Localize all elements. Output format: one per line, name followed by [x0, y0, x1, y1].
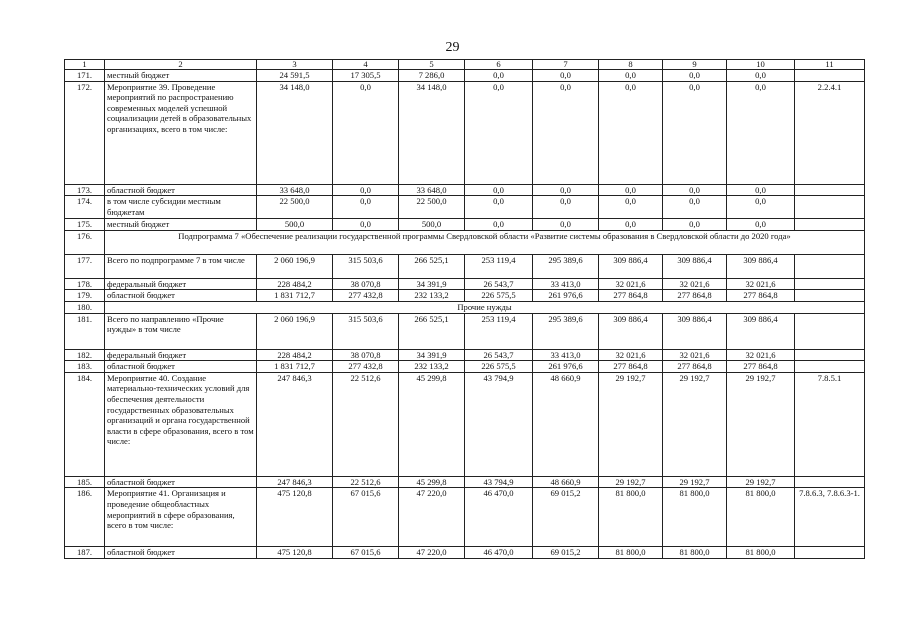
value-cell: 69 015,2	[533, 547, 599, 559]
value-cell: 0,0	[465, 196, 533, 219]
value-cell: 0,0	[333, 219, 399, 231]
value-cell: 475 120,8	[257, 547, 333, 559]
value-cell: 0,0	[333, 196, 399, 219]
table-row	[65, 361, 865, 373]
value-cell: 0,0	[465, 70, 533, 82]
value-cell: 277 864,8	[599, 290, 663, 302]
value-cell: 0,0	[727, 196, 795, 219]
value-cell: 277 864,8	[599, 361, 663, 373]
value-cell: 228 484,2	[257, 278, 333, 290]
value-cell: 33 413,0	[533, 278, 599, 290]
table-row	[65, 372, 865, 476]
row-number: 183.	[65, 361, 105, 373]
value-cell: 29 192,7	[599, 372, 663, 476]
row-name: областной бюджет	[105, 361, 257, 373]
row-number: 177.	[65, 254, 105, 278]
value-cell: 34 391,9	[399, 278, 465, 290]
value-cell: 0,0	[333, 184, 399, 196]
value-cell: 32 021,6	[599, 349, 663, 361]
value-cell: 47 220,0	[399, 488, 465, 547]
row-number: 175.	[65, 219, 105, 231]
value-cell: 0,0	[599, 184, 663, 196]
value-cell: 38 070,8	[333, 349, 399, 361]
value-cell: 46 470,0	[465, 488, 533, 547]
value-cell: 247 846,3	[257, 372, 333, 476]
value-cell: 0,0	[533, 219, 599, 231]
row-name: в том числе субсидии местным бюджетам	[105, 196, 257, 219]
value-cell: 29 192,7	[663, 476, 727, 488]
value-cell: 43 794,9	[465, 372, 533, 476]
budget-table	[64, 59, 865, 559]
value-cell: 309 886,4	[663, 254, 727, 278]
row-name: местный бюджет	[105, 219, 257, 231]
table-row	[65, 278, 865, 290]
value-cell: 0,0	[599, 81, 663, 184]
table-row	[65, 196, 865, 219]
value-cell: 0,0	[663, 219, 727, 231]
value-cell: 7 286,0	[399, 70, 465, 82]
table-row	[65, 476, 865, 488]
table-row	[65, 349, 865, 361]
value-cell: 0,0	[727, 184, 795, 196]
value-cell: 0,0	[533, 196, 599, 219]
target-ref	[795, 184, 865, 196]
table-row	[65, 313, 865, 349]
value-cell: 67 015,6	[333, 488, 399, 547]
table-header-row	[65, 60, 865, 70]
value-cell: 22 500,0	[399, 196, 465, 219]
target-ref	[795, 196, 865, 219]
value-cell: 315 503,6	[333, 254, 399, 278]
value-cell: 32 021,6	[663, 349, 727, 361]
value-cell: 17 305,5	[333, 70, 399, 82]
value-cell: 81 800,0	[599, 547, 663, 559]
value-cell: 2 060 196,9	[257, 313, 333, 349]
value-cell: 0,0	[465, 219, 533, 231]
value-cell: 277 864,8	[727, 361, 795, 373]
value-cell: 33 413,0	[533, 349, 599, 361]
column-header: 8	[599, 60, 663, 70]
value-cell: 0,0	[663, 70, 727, 82]
value-cell: 253 119,4	[465, 313, 533, 349]
row-name: Мероприятие 40. Создание материально-технических условий для обеспечения деятельности государственных образовательных организаций и органа государственной власти в сфере образования, всего в том числе:	[105, 372, 257, 476]
row-number: 185.	[65, 476, 105, 488]
column-header: 3	[257, 60, 333, 70]
value-cell: 277 432,8	[333, 361, 399, 373]
value-cell: 295 389,6	[533, 254, 599, 278]
row-number: 171.	[65, 70, 105, 82]
column-header: 4	[333, 60, 399, 70]
row-name: областной бюджет	[105, 547, 257, 559]
target-ref	[795, 349, 865, 361]
value-cell: 46 470,0	[465, 547, 533, 559]
row-name: федеральный бюджет	[105, 349, 257, 361]
table-row	[65, 488, 865, 547]
value-cell: 33 648,0	[399, 184, 465, 196]
value-cell: 266 525,1	[399, 254, 465, 278]
value-cell: 34 148,0	[399, 81, 465, 184]
row-name: областной бюджет	[105, 184, 257, 196]
value-cell: 47 220,0	[399, 547, 465, 559]
column-header: 7	[533, 60, 599, 70]
value-cell: 226 575,5	[465, 290, 533, 302]
value-cell: 26 543,7	[465, 278, 533, 290]
column-header: 10	[727, 60, 795, 70]
column-header: 11	[795, 60, 865, 70]
column-header: 2	[105, 60, 257, 70]
value-cell: 0,0	[663, 81, 727, 184]
row-number: 178.	[65, 278, 105, 290]
column-header: 9	[663, 60, 727, 70]
value-cell: 309 886,4	[727, 313, 795, 349]
value-cell: 261 976,6	[533, 361, 599, 373]
row-number: 172.	[65, 81, 105, 184]
value-cell: 0,0	[333, 81, 399, 184]
value-cell: 309 886,4	[599, 254, 663, 278]
value-cell: 0,0	[727, 81, 795, 184]
table-row	[65, 219, 865, 231]
value-cell: 69 015,2	[533, 488, 599, 547]
value-cell: 29 192,7	[599, 476, 663, 488]
table-row	[65, 70, 865, 82]
value-cell: 232 133,2	[399, 361, 465, 373]
value-cell: 0,0	[599, 219, 663, 231]
value-cell: 0,0	[465, 81, 533, 184]
value-cell: 232 133,2	[399, 290, 465, 302]
target-ref: 7.8.6.3, 7.8.6.3-1.	[795, 488, 865, 547]
value-cell: 45 299,8	[399, 476, 465, 488]
row-name: областной бюджет	[105, 290, 257, 302]
value-cell: 309 886,4	[727, 254, 795, 278]
value-cell: 81 800,0	[727, 547, 795, 559]
column-header: 1	[65, 60, 105, 70]
value-cell: 0,0	[533, 184, 599, 196]
value-cell: 0,0	[727, 70, 795, 82]
value-cell: 277 864,8	[727, 290, 795, 302]
value-cell: 33 648,0	[257, 184, 333, 196]
value-cell: 43 794,9	[465, 476, 533, 488]
target-ref	[795, 278, 865, 290]
value-cell: 226 575,5	[465, 361, 533, 373]
value-cell: 309 886,4	[663, 313, 727, 349]
target-ref	[795, 219, 865, 231]
column-header: 5	[399, 60, 465, 70]
table-row	[65, 301, 865, 313]
row-name: Всего по направлению «Прочие нужды» в том числе	[105, 313, 257, 349]
value-cell: 500,0	[399, 219, 465, 231]
value-cell: 315 503,6	[333, 313, 399, 349]
row-number: 187.	[65, 547, 105, 559]
value-cell: 32 021,6	[727, 349, 795, 361]
page-number: 29	[445, 40, 460, 55]
value-cell: 0,0	[599, 196, 663, 219]
value-cell: 309 886,4	[599, 313, 663, 349]
target-ref	[795, 547, 865, 559]
row-name: областной бюджет	[105, 476, 257, 488]
value-cell: 261 976,6	[533, 290, 599, 302]
target-ref	[795, 361, 865, 373]
value-cell: 81 800,0	[663, 547, 727, 559]
value-cell: 0,0	[533, 70, 599, 82]
target-ref: 7.8.5.1	[795, 372, 865, 476]
row-number: 179.	[65, 290, 105, 302]
row-number: 176.	[65, 230, 105, 254]
row-name: Мероприятие 41. Организация и проведение общеобластных мероприятий в сфере образования, всего в том числе:	[105, 488, 257, 547]
value-cell: 266 525,1	[399, 313, 465, 349]
value-cell: 48 660,9	[533, 372, 599, 476]
value-cell: 1 831 712,7	[257, 361, 333, 373]
target-ref	[795, 313, 865, 349]
value-cell: 45 299,8	[399, 372, 465, 476]
row-name: Всего по подпрограмме 7 в том числе	[105, 254, 257, 278]
value-cell: 32 021,6	[727, 278, 795, 290]
row-number: 184.	[65, 372, 105, 476]
value-cell: 247 846,3	[257, 476, 333, 488]
value-cell: 0,0	[465, 184, 533, 196]
value-cell: 29 192,7	[727, 372, 795, 476]
target-ref	[795, 476, 865, 488]
value-cell: 81 800,0	[663, 488, 727, 547]
table-row	[65, 184, 865, 196]
value-cell: 0,0	[663, 184, 727, 196]
table-row	[65, 290, 865, 302]
column-header: 6	[465, 60, 533, 70]
value-cell: 67 015,6	[333, 547, 399, 559]
value-cell: 228 484,2	[257, 349, 333, 361]
target-ref: 2.2.4.1	[795, 81, 865, 184]
table-row	[65, 230, 865, 254]
value-cell: 29 192,7	[727, 476, 795, 488]
value-cell: 277 864,8	[663, 361, 727, 373]
section-heading: Подпрограмма 7 «Обеспечение реализации государственной программы Свердловской области «Развитие системы образования в Свердловской области до 2020 года»	[105, 230, 865, 254]
value-cell: 22 500,0	[257, 196, 333, 219]
row-number: 182.	[65, 349, 105, 361]
table-row	[65, 81, 865, 184]
value-cell: 277 432,8	[333, 290, 399, 302]
table-row	[65, 254, 865, 278]
value-cell: 34 391,9	[399, 349, 465, 361]
value-cell: 48 660,9	[533, 476, 599, 488]
row-number: 173.	[65, 184, 105, 196]
value-cell: 500,0	[257, 219, 333, 231]
value-cell: 0,0	[727, 219, 795, 231]
target-ref	[795, 70, 865, 82]
value-cell: 253 119,4	[465, 254, 533, 278]
target-ref	[795, 254, 865, 278]
row-number: 174.	[65, 196, 105, 219]
row-name: федеральный бюджет	[105, 278, 257, 290]
value-cell: 295 389,6	[533, 313, 599, 349]
value-cell: 2 060 196,9	[257, 254, 333, 278]
value-cell: 1 831 712,7	[257, 290, 333, 302]
value-cell: 0,0	[599, 70, 663, 82]
value-cell: 0,0	[533, 81, 599, 184]
value-cell: 81 800,0	[599, 488, 663, 547]
value-cell: 38 070,8	[333, 278, 399, 290]
value-cell: 22 512,6	[333, 476, 399, 488]
table-row	[65, 547, 865, 559]
target-ref	[795, 290, 865, 302]
row-name: местный бюджет	[105, 70, 257, 82]
value-cell: 32 021,6	[663, 278, 727, 290]
value-cell: 475 120,8	[257, 488, 333, 547]
section-heading: Прочие нужды	[105, 301, 865, 313]
value-cell: 29 192,7	[663, 372, 727, 476]
value-cell: 0,0	[663, 196, 727, 219]
value-cell: 26 543,7	[465, 349, 533, 361]
value-cell: 32 021,6	[599, 278, 663, 290]
value-cell: 81 800,0	[727, 488, 795, 547]
row-number: 181.	[65, 313, 105, 349]
value-cell: 24 591,5	[257, 70, 333, 82]
value-cell: 277 864,8	[663, 290, 727, 302]
row-name: Мероприятие 39. Проведение мероприятий по распространению современных моделей успешной социализации детей в образовательных организациях, всего в том числе:	[105, 81, 257, 184]
value-cell: 34 148,0	[257, 81, 333, 184]
row-number: 180.	[65, 301, 105, 313]
row-number: 186.	[65, 488, 105, 547]
value-cell: 22 512,6	[333, 372, 399, 476]
